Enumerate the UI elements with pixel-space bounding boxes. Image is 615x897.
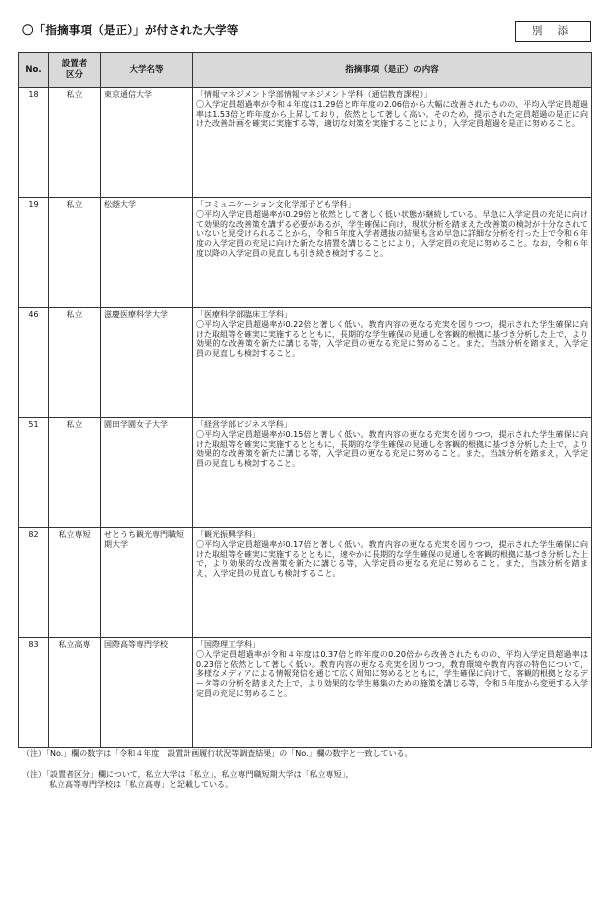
footnote (22, 770, 592, 790)
row-heading: 「医療科学部臨床工学科」 (196, 310, 292, 319)
row-kubun: 私立 (49, 308, 101, 418)
row-content (193, 638, 592, 748)
row-no: 83 (19, 638, 49, 748)
table-row (19, 418, 592, 528)
header-content: 指摘事項（是正）の内容 (193, 53, 592, 88)
row-no: 82 (19, 528, 49, 638)
row-heading: 「国際理工学科」 (196, 640, 260, 649)
row-body: 〇平均入学定員超過率が0.29倍と依然として著しく低い状態が継続している。早急に入学定員の充足に向けて効果的な改善策を講ずる必要があるが，学生確保に向け，現状分析を踏まえた改善策の検討が十分なされていないと見受けられることから，令和５年度入学者選抜の結果も含め早急に詳細な分析を行った上で令和６年度の入学定員の充足に向けた新たな措置を講じることにより，入学定員の充足に努めること。なお，令和６年度以降の入学定員の見直しも引き続き検討すること。 (196, 209, 588, 258)
header-kubun-label: 設置者 区分 (61, 59, 88, 80)
table-row (19, 638, 592, 748)
attachment-label: 別 添 (515, 21, 591, 42)
table-header-row (19, 53, 592, 88)
row-university-name: 園田学園女子大学 (101, 418, 193, 528)
row-heading: 「経営学部ビジネス学科」 (196, 420, 292, 429)
header-no: No. (19, 53, 49, 88)
row-university-name: せとうち観光専門職短期大学 (101, 528, 193, 638)
row-no: 51 (19, 418, 49, 528)
row-body: 〇平均入学定員超過率が0.15倍と著しく低い。教育内容の更なる充実を図りつつ，提示された学生確保に向けた取組等を確実に実施するとともに，長期的な学生確保の見通しを客観的根拠に基づき分析した上で，より効果的な改善策を新たに講じる等，入学定員の更なる充足に努めること。また，当該分析を踏まえ，入学定員の見直しも検討すること。 (196, 429, 588, 469)
row-kubun: 私立専短 (49, 528, 101, 638)
footnote-prefix: （注） (22, 770, 46, 779)
row-content (193, 308, 592, 418)
row-content (193, 528, 592, 638)
row-university-name: 国際高等専門学校 (101, 638, 193, 748)
page-title: 〇「指摘事項（是正）」が付された大学等 (22, 23, 239, 37)
table-row (19, 308, 592, 418)
row-kubun: 私立 (49, 88, 101, 198)
row-heading: 「観光振興学科」 (196, 530, 260, 539)
row-kubun: 私立高専 (49, 638, 101, 748)
row-no: 18 (19, 88, 49, 198)
row-content (193, 88, 592, 198)
row-body: 〇入学定員超過率が令和４年度は1.29倍と昨年度の2.06倍から大幅に改善されたものの、平均入学定員超過率は1.53倍と昨年度から上昇しており，依然として著しく高い。そのため，提示された定員超過の是正に向けた改善計画を確実に実施する等，適切な対策を実施することにより，入学定員超過を是正に努めること。 (196, 99, 588, 129)
footnote-prefix: （注） (22, 749, 46, 758)
footnotes (22, 749, 592, 801)
row-kubun: 私立 (49, 418, 101, 528)
footnote-text: 「設置者区分」欄について，私立大学は「私立」，私立専門職短期大学は「私立専短」， (46, 770, 354, 779)
row-body: 〇平均入学定員超過率が0.22倍と著しく低い。教育内容の更なる充実を図りつつ，提示された学生確保に向けた取組等を確実に実施するとともに，長期的な学生確保の見通しを客観的根拠に基づき分析した上で，より効果的な改善策を新たに講じる等，入学定員の更なる充足に努めること。また，当該分析を踏まえ，入学定員の見直しも検討すること。 (196, 319, 588, 359)
row-university-name: 滋慶医療科学大学 (101, 308, 193, 418)
row-no: 19 (19, 198, 49, 308)
findings-table (18, 52, 592, 748)
row-heading: 「情報マネジメント学部情報マネジメント学科（通信教育課程）」 (196, 90, 432, 99)
row-content (193, 198, 592, 308)
row-content (193, 418, 592, 528)
footnote-continuation: 私立高等専門学校は「私立高専」と記載している。 (49, 780, 233, 789)
row-body: 〇平均入学定員超過率が0.17倍と著しく低い。教育内容の更なる充実を図りつつ，提示された学生確保に向けた取組等を確実に実施するとともに，速やかに長期的な学生確保の見通しを客観的根拠に基づき分析した上で，より効果的な改善策を新たに講じる等，入学定員の更なる充足に努めること。また，当該分析を踏まえ，入学定員の見直しも検討すること。 (196, 539, 588, 579)
header-name: 大学名等 (101, 53, 193, 88)
row-kubun: 私立 (49, 198, 101, 308)
row-university-name: 東京通信大学 (101, 88, 193, 198)
table-row (19, 528, 592, 638)
table-row (19, 198, 592, 308)
header-kubun (49, 53, 101, 88)
row-university-name: 松蔭大学 (101, 198, 193, 308)
table-row (19, 88, 592, 198)
row-no: 46 (19, 308, 49, 418)
row-heading: 「コミュニケーション文化学部子ども学科」 (196, 200, 356, 209)
row-body: 〇入学定員超過率が令和４年度は0.37倍と昨年度の0.20倍から改善されたものの、平均入学定員超過率は0.23倍と依然として著しく低い。教育内容の更なる充実を図りつつ，教育環境や教育内容の特色について，多様なメディアによる情報発信を通じて広く周知に努めるとともに，学生確保に向けて，客観的根拠となるデータ等の分析を踏まえた上で，より効果的な学生募集のための施策を講じる等，令和５年度から変更する入学定員の充足に努めること。 (196, 649, 588, 698)
footnote-text: 「No.」欄の数字は「令和４年度 設置計画履行状況等調査結果」の「No.」欄の数字と一致している。 (46, 749, 413, 758)
footnote (22, 749, 592, 759)
